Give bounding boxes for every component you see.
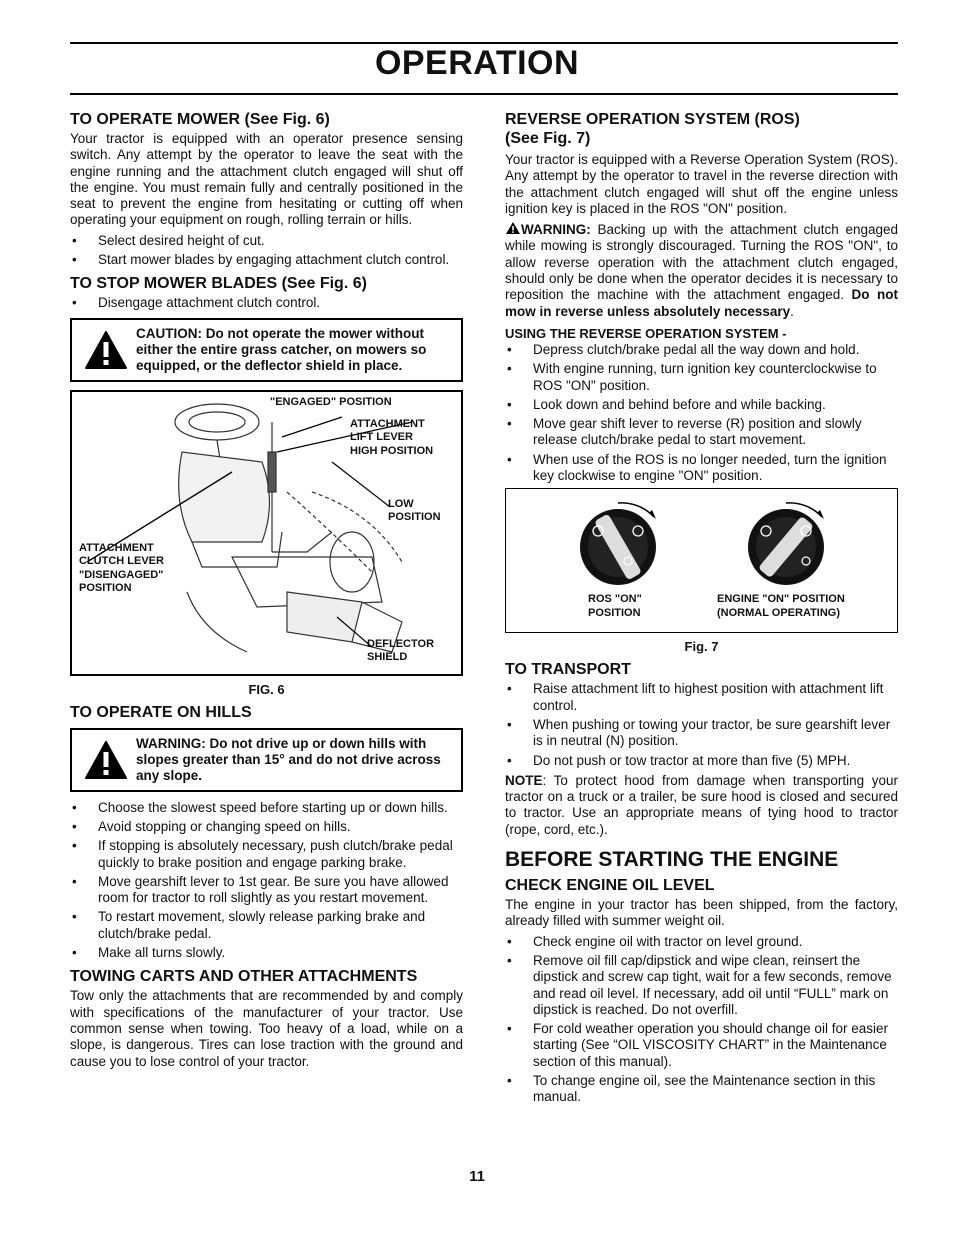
fig6-low-label: LOW POSITION — [388, 497, 441, 524]
list-item: • Check engine oil with tractor on level ground. — [507, 933, 803, 949]
fig6-lift-lever-label: ATTACHMENT LIFT LEVER HIGH POSITION — [350, 417, 434, 457]
warning-triangle-icon — [505, 221, 521, 235]
list-item: • To change engine oil, see the Maintenance section in this manual. — [507, 1072, 876, 1105]
warning-triangle-icon — [84, 330, 128, 370]
fig6-illustration — [70, 390, 463, 676]
ignition-switches-illustration — [506, 489, 896, 594]
ros-body: Your tractor is equipped with a Reverse Operation System (ROS). Any attempt by the operator to travel in the reverse direction with the attachment clutch engaged will shut off the engine unless ignition key is placed in the ROS "ON" position. — [505, 152, 898, 216]
list-item: • Depress clutch/brake pedal all the way down and hold. — [507, 341, 860, 357]
ros-warning: WARNING: Backing up with the attachment clutch engaged while mowing is strongly discouraged. Turning the ROS "ON", to allow reverse operation with the attachment clutch engaged, should only be done when the operator decides it is necessary to reposition the machine with the attachment engaged. Do not mow in reverse unless absolutely necessary. — [505, 222, 898, 319]
transport-list — [505, 681, 898, 768]
check-oil-heading: CHECK ENGINE OIL LEVEL — [505, 877, 715, 895]
check-oil-list — [505, 934, 898, 1106]
list-item: • Raise attachment lift to highest position with attachment lift control. — [507, 681, 884, 713]
list-item: • Select desired height of cut. — [72, 232, 265, 248]
fig6-clutch-label: ATTACHMENT CLUTCH LEVER "DISENGAGED" POSITION — [79, 541, 164, 595]
list-item: • Avoid stopping or changing speed on hills. — [72, 818, 351, 834]
list-item: • Remove oil fill cap/dipstick and wipe clean, reinsert the dipstick and screw cap tight, wait for a few seconds, remove and read oil level. If necessary, add oil until “FULL” mark on dipstick is reached. Do not overfill. — [507, 952, 892, 1017]
list-item: • Choose the slowest speed before starting up or down hills. — [72, 799, 448, 815]
caution-box — [70, 318, 463, 382]
hills-warning-box — [70, 728, 463, 792]
operate-mower-body: Your tractor is equipped with an operator presence sensing switch. Any attempt by the operator to leave the seat with the engine running and the attachment clutch engaged will shut off the engine. You must remain fully and centrally positioned in the seat to prevent the engine from hesitating or cutting off when operating your equipment on rough, rolling terrain or hills. — [70, 131, 463, 228]
list-item: • Move gearshift lever to 1st gear. Be sure you have allowed room for tractor to roll slightly as you restart movement. — [72, 873, 449, 906]
list-item: • When pushing or towing your tractor, be sure gearshift lever is in neutral (N) position. — [507, 716, 891, 749]
caution-text: CAUTION: Do not operate the mower without either the entire grass catcher, on mowers so equipped, or the deflector shield in place. — [136, 325, 427, 373]
list-item: • If stopping is absolutely necessary, push clutch/brake pedal quickly to brake position and engage parking brake. — [72, 838, 453, 870]
fig6-deflector-label: DEFLECTOR SHIELD — [367, 637, 435, 664]
list-item: • Start mower blades by engaging attachment clutch control. — [72, 252, 450, 268]
hills-warning-text: WARNING: Do not drive up or down hills with slopes greater than 15° and do not drive across any slope. — [136, 735, 441, 783]
fig6-caption: FIG. 6 — [248, 681, 285, 697]
stop-blades-list — [70, 295, 463, 311]
ros-heading: REVERSE OPERATION SYSTEM (ROS) (See Fig. 7) — [505, 111, 800, 147]
fig7-engine-on-label: ENGINE "ON" POSITION (NORMAL OPERATING) — [717, 593, 845, 619]
stop-blades-heading: TO STOP MOWER BLADES (See Fig. 6) — [70, 275, 367, 293]
left-column — [70, 110, 463, 1074]
list-item: • To restart movement, slowly release parking brake and clutch/brake pedal. — [72, 909, 426, 941]
list-item: • Make all turns slowly. — [72, 945, 226, 961]
fig6-engaged-label: "ENGAGED" POSITION — [270, 395, 392, 408]
list-item: • When use of the ROS is no longer needed, turn the ignition key clockwise to engine "ON" position. — [507, 451, 887, 484]
towing-heading: TOWING CARTS AND OTHER ATTACHMENTS — [70, 968, 418, 986]
transport-note: NOTE: To protect hood from damage when transporting your tractor on a truck or a trailer, be sure hood is closed and secured to tractor. Use an appropriate means of tying hood to tractor (rope, cord, etc.). — [505, 772, 898, 837]
using-ros-list — [505, 342, 898, 484]
list-item: • With engine running, turn ignition key counterclockwise to ROS "ON" position. — [507, 361, 877, 393]
transport-heading: TO TRANSPORT — [505, 661, 631, 679]
fig7-ros-on-label: ROS "ON" POSITION — [588, 593, 642, 619]
fig7-illustration — [505, 488, 898, 633]
list-item: • For cold weather operation you should change oil for easier starting (See “OIL VISCOSITY CHART” in the Maintenance section of this manual). — [507, 1021, 888, 1069]
hills-heading: TO OPERATE ON HILLS — [70, 703, 252, 721]
list-item: • Disengage attachment clutch control. — [72, 295, 321, 311]
list-item: • Look down and behind before and while backing. — [507, 396, 826, 412]
list-item: • Move gear shift lever to reverse (R) position and slowly release clutch/brake pedal to start movement. — [507, 416, 862, 448]
title-rule — [70, 93, 898, 95]
page-title: OPERATION — [374, 44, 580, 82]
page-number: 11 — [469, 1168, 485, 1185]
right-column — [505, 110, 898, 1110]
fig7-caption: Fig. 7 — [684, 639, 719, 655]
operate-mower-list — [70, 233, 463, 269]
hills-list — [70, 800, 463, 962]
using-ros-heading: USING THE REVERSE OPERATION SYSTEM - — [505, 325, 787, 341]
list-item: • Do not push or tow tractor at more than five (5) MPH. — [507, 752, 851, 768]
warning-triangle-icon — [84, 740, 128, 780]
operate-mower-heading: TO OPERATE MOWER (See Fig. 6) — [70, 111, 330, 128]
before-start-heading: BEFORE STARTING THE ENGINE — [505, 848, 839, 872]
check-oil-body: The engine in your tractor has been shipped, from the factory, already filled with summer weight oil. — [505, 897, 898, 929]
towing-body: Tow only the attachments that are recommended by and comply with specifications of the manufacturer of your tractor. Use common sense when towing. Too heavy of a load, while on a slope, is dangerous. Tires can lose traction with the ground and cause you to lose control of your tractor. — [70, 988, 463, 1069]
